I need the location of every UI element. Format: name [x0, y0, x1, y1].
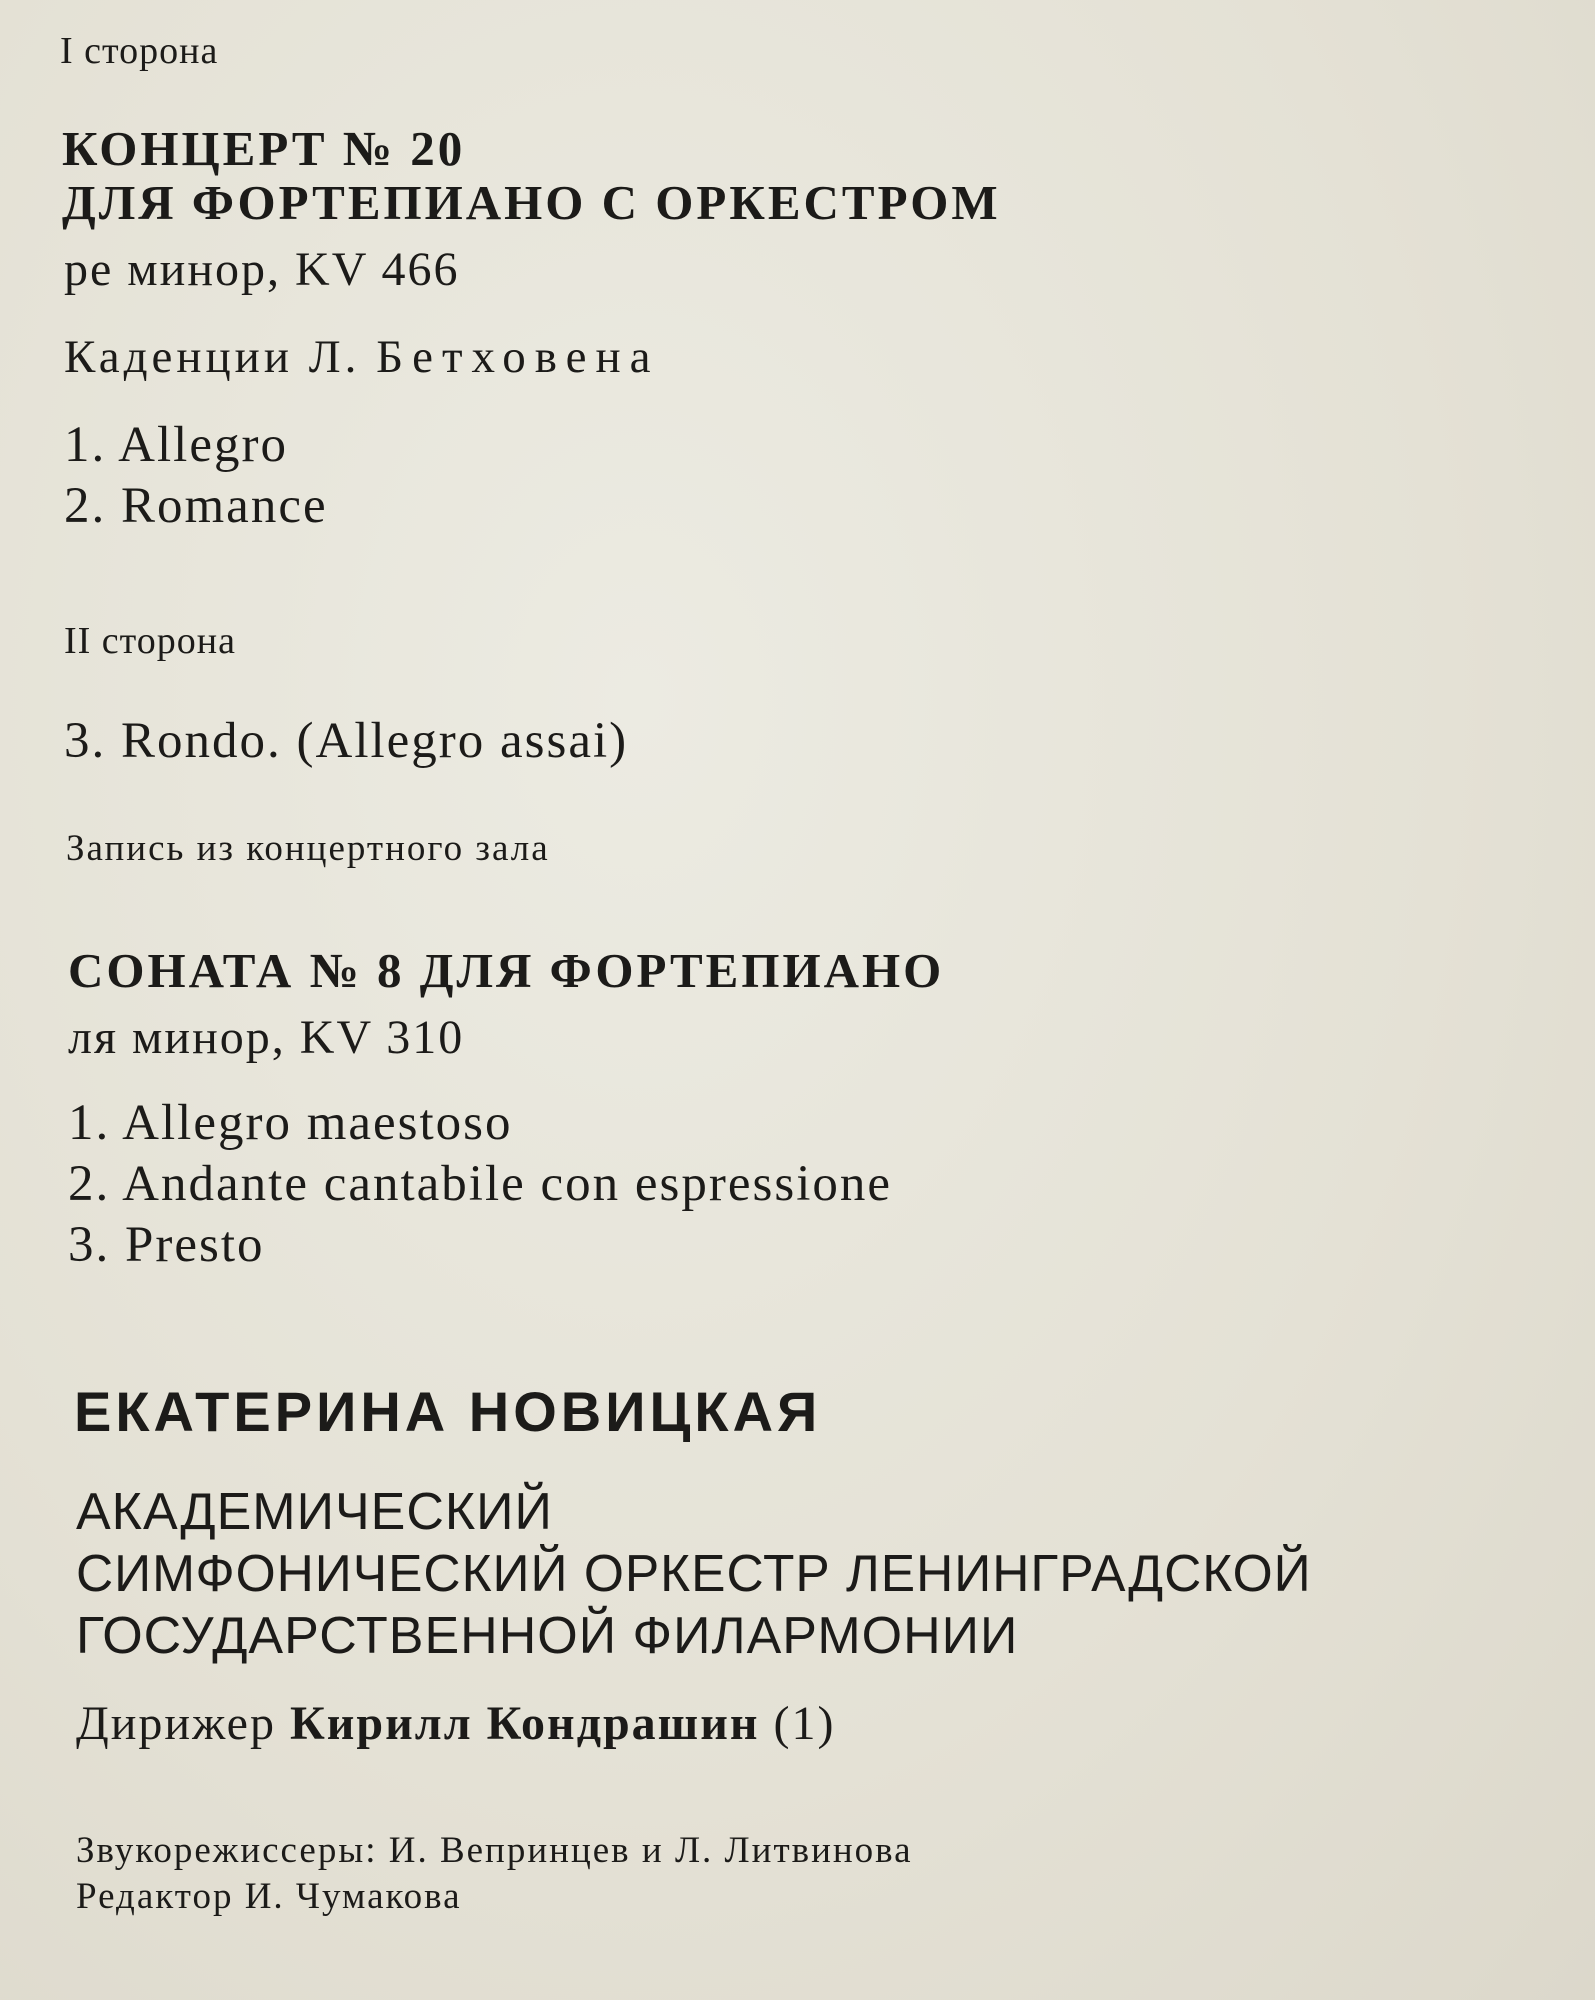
side-one-label: I сторона — [60, 30, 219, 72]
sonata-movement: 2. Andante cantabile con espressione — [68, 1156, 893, 1212]
conductor-line — [76, 1697, 836, 1750]
recording-note: Запись из концертного зала — [66, 828, 550, 869]
sound-engineers-credit: Звукорежиссеры: И. Вепринцев и Л. Литвинова — [76, 1830, 913, 1871]
concerto-movement: 1. Allegro — [64, 417, 288, 473]
editor-credit: Редактор И. Чумакова — [76, 1876, 462, 1917]
concerto-movement: 2. Romance — [64, 478, 328, 534]
orchestra-line: АКАДЕМИЧЕСКИЙ — [76, 1483, 553, 1541]
cadenza-composer: Бетховена — [376, 331, 660, 383]
sonata-title: СОНАТА № 8 ДЛЯ ФОРТЕПИАНО — [68, 943, 945, 998]
sonata-movement: 3. Presto — [68, 1217, 265, 1273]
cadenza-prefix: Каденции Л. — [64, 331, 361, 383]
cadenza-note — [64, 331, 660, 383]
orchestra-line: ГОСУДАРСТВЕННОЙ ФИЛАРМОНИИ — [76, 1607, 1019, 1665]
orchestra-line: СИМФОНИЧЕСКИЙ ОРКЕСТР ЛЕНИНГРАДСКОЙ — [76, 1545, 1312, 1603]
conductor-label: Дирижер — [76, 1697, 276, 1750]
conductor-note: (1) — [773, 1697, 836, 1750]
concerto-title-line2: ДЛЯ ФОРТЕПИАНО С ОРКЕСТРОМ — [62, 175, 1001, 230]
concerto-movement: 3. Rondo. (Allegro assai) — [64, 713, 629, 769]
concerto-title-line1: КОНЦЕРТ № 20 — [62, 121, 466, 176]
side-two-label: II сторона — [64, 620, 236, 662]
conductor-name: Кирилл Кондрашин — [289, 1697, 760, 1750]
concerto-key: ре минор, KV 466 — [64, 243, 460, 296]
sonata-key: ля минор, KV 310 — [68, 1011, 465, 1064]
sonata-movement: 1. Allegro maestoso — [68, 1095, 513, 1151]
soloist-name: ЕКАТЕРИНА НОВИЦКАЯ — [74, 1380, 822, 1443]
